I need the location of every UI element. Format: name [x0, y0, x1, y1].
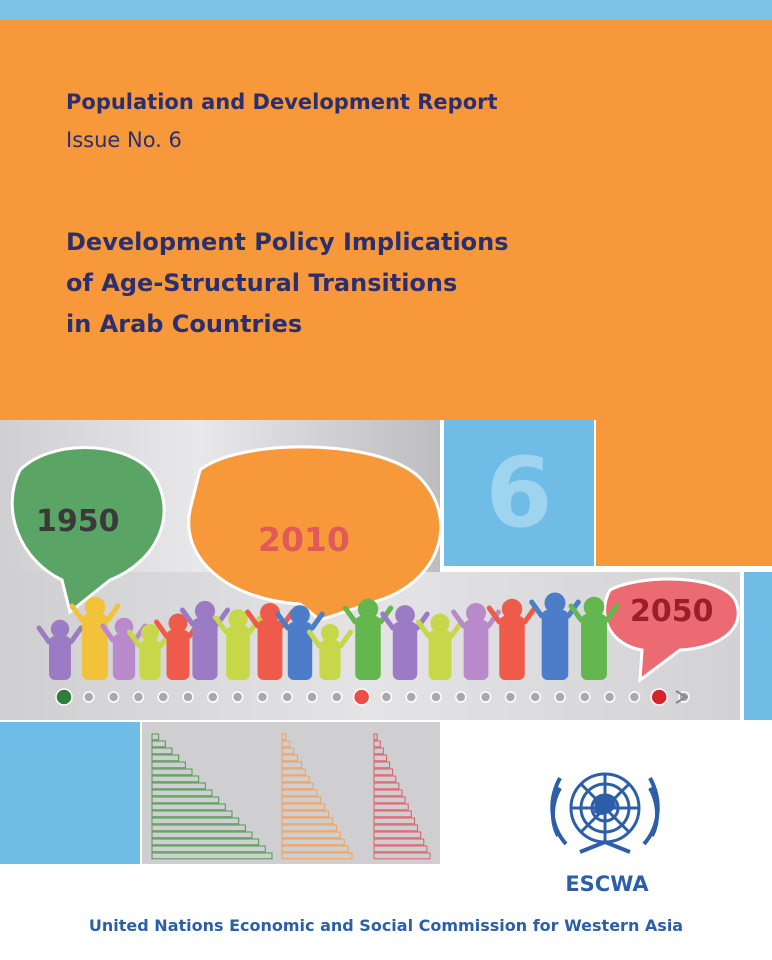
- un-emblem-icon: [540, 756, 670, 866]
- issue-number: Issue No. 6: [66, 128, 182, 152]
- year-2010-label: 2010: [258, 520, 350, 559]
- pyramid-shape: [282, 734, 352, 859]
- title-line-1: Development Policy Implications: [66, 228, 509, 256]
- pyramid-shape: [152, 734, 272, 859]
- pyramid-shape: [374, 734, 430, 859]
- escwa-acronym: ESCWA: [565, 872, 649, 896]
- series-title: Population and Development Report: [66, 90, 498, 114]
- issue-six-digit: 6: [485, 437, 553, 549]
- publisher-name: United Nations Economic and Social Commission for Western Asia: [88, 916, 684, 935]
- title-line-3: in Arab Countries: [66, 310, 303, 338]
- year-1950-label: 1950: [36, 504, 120, 539]
- title-line-2: of Age-Structural Transitions: [66, 269, 458, 297]
- year-2050-label: 2050: [630, 594, 714, 629]
